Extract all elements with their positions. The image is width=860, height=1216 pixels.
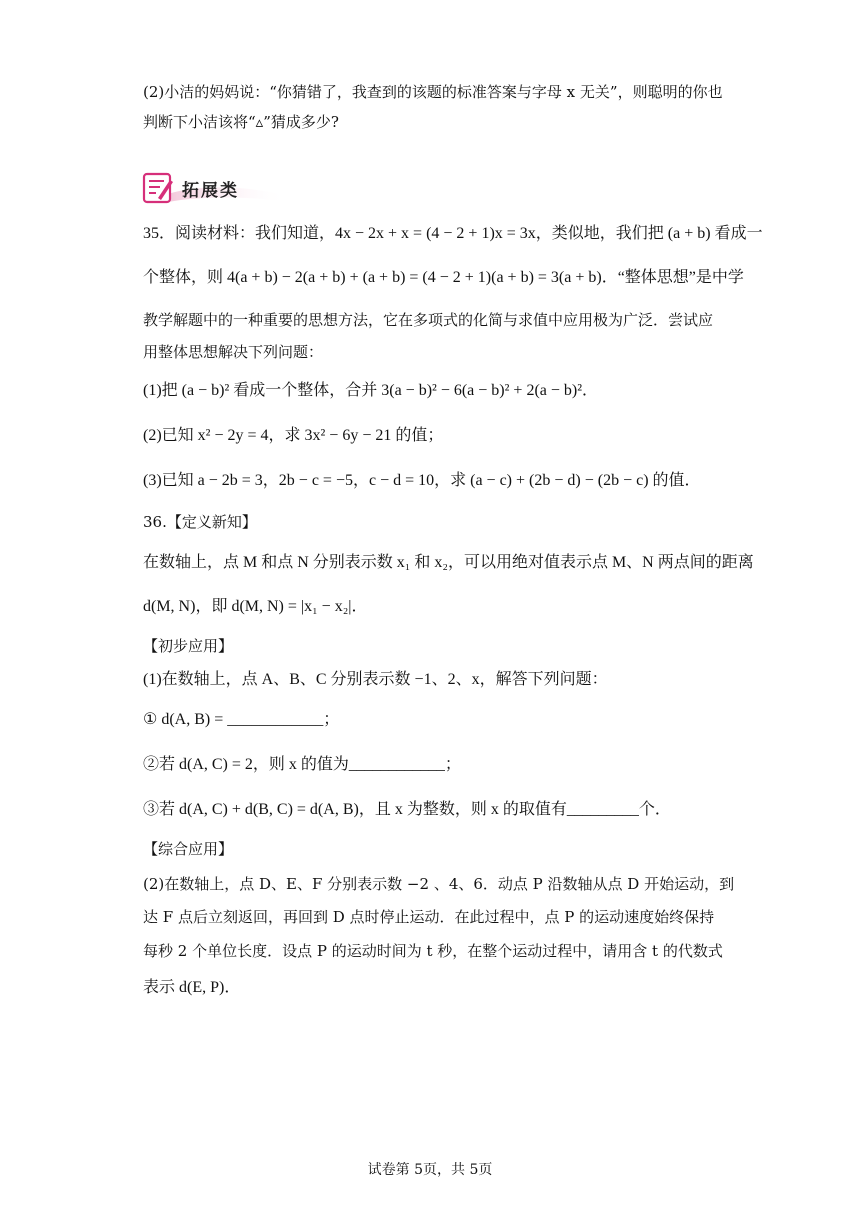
text-line: (2)小洁的妈妈说：“你猜错了，我查到的该题的标准答案与字母 x 无关”，则聪明的你也	[143, 83, 723, 101]
text-line: 教学解题中的一种重要的思想方法，它在多项式的化简与求值中应用极为广泛．尝试应	[143, 311, 714, 329]
text-line: 表示 d(E, P)．	[143, 979, 241, 996]
text-line: d(M, N)，即 d(M, N) = |x₁ − x₂|．	[143, 598, 368, 615]
text-line: 【综合应用】	[143, 840, 234, 858]
text-line: ②若 d(A, C) = 2，则 x 的值为____________；	[143, 756, 461, 773]
text-line: 判断下小洁该将“▵”猜成多少?	[143, 113, 339, 131]
text-line: 每秒 2 个单位长度．设点 P 的运动时间为 t 秒，在整个运动过程中，请用含 t 的代数式	[143, 942, 723, 960]
text-line: (1)把 (a − b)² 看成一个整体，合并 3(a − b)² − 6(a − b)² + 2(a − b)²．	[143, 382, 599, 399]
text-line: (3)已知 a − 2b = 3，2b − c = −5，c − d = 10，求 (a − c) + (2b − d) − (2b − c) 的值．	[143, 472, 701, 489]
text-line: (1)在数轴上，点 A、B、C 分别表示数 −1、2、x，解答下列问题：	[143, 671, 608, 688]
page-footer: 试卷第 5页，共 5页	[367, 1162, 493, 1178]
text-line: 35．阅读材料：我们知道，4x − 2x + x = (4 − 2 + 1)x = 3x，类似地，我们把 (a + b) 看成一	[143, 225, 763, 242]
text-line: (2)已知 x² − 2y = 4，求 3x² − 6y − 21 的值；	[143, 427, 444, 444]
text-line: 用整体思想解决下列问题：	[143, 343, 324, 361]
text-line: (2)在数轴上，点 D、E、F 分别表示数 −2 、4、6．动点 P 沿数轴从点 D 开始运动，到	[143, 875, 735, 893]
text-line: 在数轴上，点 M 和点 N 分别表示数 x₁ 和 x₂，可以用绝对值表示点 M、N 两点间的距离	[143, 554, 754, 571]
text-line: ③若 d(A, C) + d(B, C) = d(A, B)，且 x 为整数，则 x 的取值有_________个．	[143, 801, 671, 818]
text-line: 个整体，则 4(a + b) − 2(a + b) + (a + b) = (4 − 2 + 1)(a + b) = 3(a + b)．“整体思想”是中学	[143, 269, 744, 286]
text-line: 达 F 点后立刻返回，再回到 D 点时停止运动．在此过程中，点 P 的运动速度始终保持	[143, 908, 715, 926]
text-line: 【初步应用】	[143, 637, 234, 655]
section-banner	[140, 172, 290, 206]
section-title: 拓展类	[182, 181, 239, 201]
text-line: 36.【定义新知】	[143, 513, 257, 531]
text-line: ① d(A, B) = ____________；	[143, 711, 340, 728]
